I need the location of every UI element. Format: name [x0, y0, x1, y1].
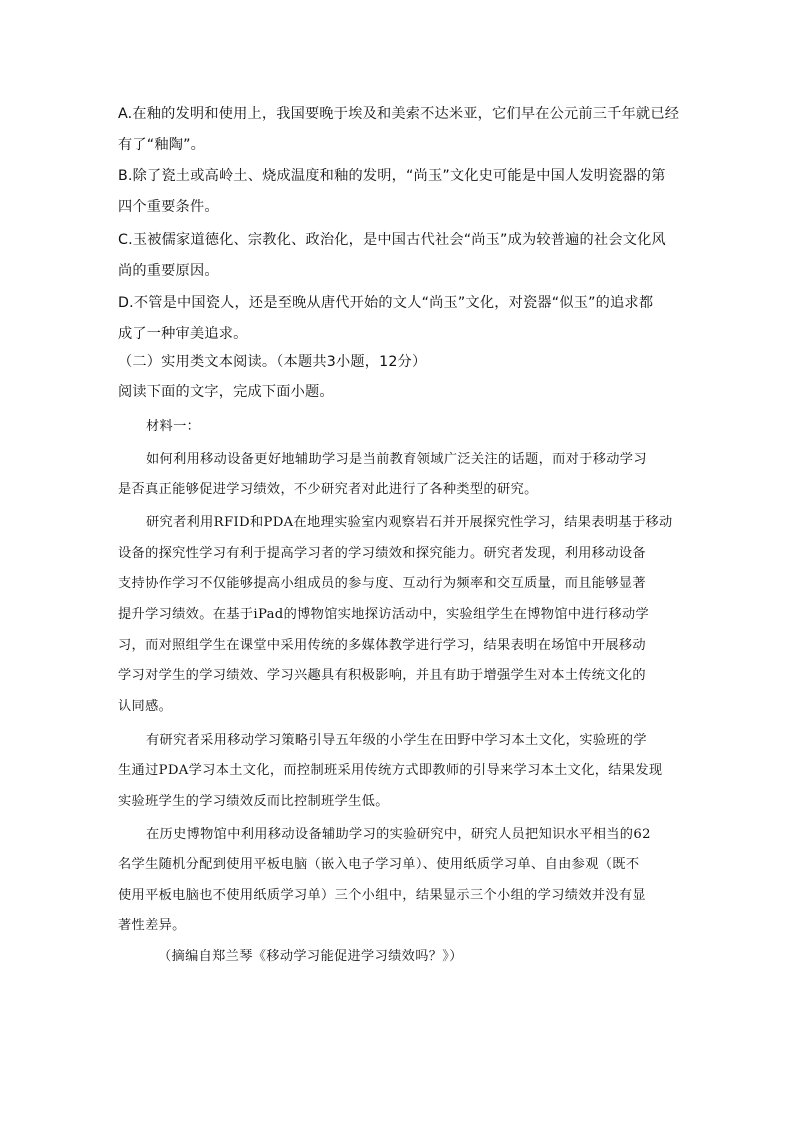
paragraph-2-line-4: 提升学习绩效。在基于iPad的博物馆实地探访活动中，实验组学生在博物馆中进行移动学	[118, 607, 650, 622]
paragraph-2-line-3: 支持协作学习不仅能够提高小组成员的参与度、互动行为频率和交互质量，而且能够显著	[118, 576, 646, 591]
paragraph-2-line-6: 学习对学生的学习绩效、学习兴趣具有积极影响，并且有助于增强学生对本土传统文化的	[118, 668, 646, 683]
paragraph-2-line-2: 设备的探究性学习有利于提高学习者的学习绩效和探究能力。研究者发现，利用移动设备	[118, 546, 646, 561]
option-d-line-1: D.不管是中国瓷人，还是至晚从唐代开始的文人“尚玉”文化，对瓷器“似玉”的追求都	[118, 295, 654, 311]
option-c-line-2: 尚的重要原因。	[118, 263, 219, 279]
option-b-line-2: 四个重要条件。	[118, 199, 219, 215]
section-heading: （二）实用类文本阅读。（本题共3小题，12分）	[118, 354, 427, 370]
paragraph-3-line-2: 生通过PDA学习本土文化，而控制班采用传统方式即教师的引导来学习本土文化，结果发现	[118, 763, 663, 778]
material-label: 材料一：	[146, 419, 201, 434]
paragraph-3-line-1: 有研究者采用移动学习策略引导五年级的小学生在田野中学习本土文化，实验班的学	[146, 733, 647, 748]
paragraph-4-line-4: 著性差异。	[118, 918, 186, 933]
paragraph-4-line-3: 使用平板电脑也不使用纸质学习单）三个小组中，结果显示三个小组的学习绩效并没有显	[118, 888, 646, 903]
section-instruction: 阅读下面的文字，完成下面小题。	[118, 384, 334, 400]
option-b-line-1: B.除了瓷土或高岭土、烧成温度和釉的发明，“尚玉”文化史可能是中国人发明瓷器的第	[118, 168, 666, 184]
paragraph-2-line-1: 研究者利用RFID和PDA在地理实验室内观察岩石并开展探究性学习，结果表明基于移动	[146, 515, 673, 530]
paragraph-2-line-7: 认同感。	[118, 699, 173, 714]
paragraph-4-line-2: 名学生随机分配到使用平板电脑（嵌入电子学习单）、使用纸质学习单、自由参观（既不	[118, 857, 640, 872]
option-c-line-1: C.玉被儒家道德化、宗教化、政治化，是中国古代社会“尚玉”成为较普遍的社会文化风	[118, 232, 666, 248]
source-citation: （摘编自郑兰琴《移动学习能促进学习绩效吗？》）	[158, 949, 463, 964]
paragraph-2-line-5: 习，而对照组学生在课堂中采用传统的多媒体教学进行学习，结果表明在场馆中开展移动	[118, 638, 646, 653]
paragraph-3-line-3: 实验班学生的学习绩效反而比控制班学生低。	[118, 794, 389, 809]
option-a-line-1: A.在釉的发明和使用上，我国要晚于埃及和美索不达米亚，它们早在公元前三千年就已经	[118, 106, 680, 122]
option-a-line-2: 有了“釉陶”。	[118, 137, 206, 153]
option-d-line-2: 成了一种审美追求。	[118, 326, 248, 342]
paragraph-4-line-1: 在历史博物馆中利用移动设备辅助学习的实验研究中，研究人员把知识水平相当的62	[146, 827, 651, 842]
paragraph-1-line-2: 是否真正能够促进学习绩效，不少研究者对此进行了各种类型的研究。	[118, 482, 538, 497]
paragraph-1-line-1: 如何利用移动设备更好地辅助学习是当前教育领域广泛关注的话题，而对于移动学习	[146, 452, 647, 467]
